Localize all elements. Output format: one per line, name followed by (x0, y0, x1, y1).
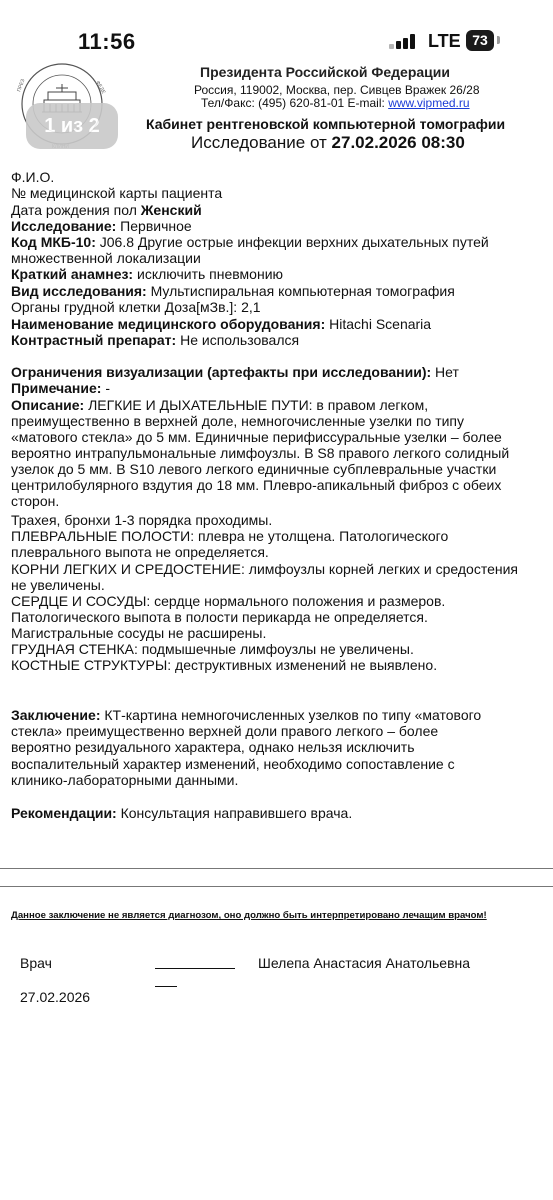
page-break-line (0, 886, 553, 887)
limits-value: Нет (431, 364, 459, 380)
description-line: ГРУДНАЯ СТЕНКА: подмышечные лимфоузлы не увеличены. (11, 641, 414, 657)
conclusion-label: Заключение: (11, 707, 101, 723)
conclusion-first-line (11, 707, 481, 723)
mkb-label: Код МКБ-10: (11, 234, 96, 250)
header-contacts (201, 96, 470, 110)
header-phone: Тел/Факс: (495) 620-81-01 E-mail: (201, 96, 389, 110)
anamnesis-value: исключить пневмонию (133, 266, 284, 282)
organs-dose: Органы грудной клетки Доза[мЗв.]: 2,1 (11, 299, 261, 315)
description-line: не увеличены. (11, 577, 105, 593)
header-address: Россия, 119002, Москва, пер. Сивцев Вражек 26/28 (194, 83, 480, 97)
svg-text:ПРЕЗ: ПРЕЗ (16, 78, 27, 93)
conclusion-line: воспалительный характер изменений, необходимо сопоставление с (11, 756, 455, 772)
recommendation-label: Рекомендации: (11, 805, 117, 821)
recommendation-row (11, 805, 352, 821)
note-label: Примечание: (11, 380, 102, 396)
exam-date: 27.02.2026 08:30 (331, 133, 465, 152)
recommendation-value: Консультация направившего врача. (116, 805, 353, 821)
note-row (11, 380, 110, 396)
signature-date: 27.02.2026 (20, 989, 91, 1005)
description-line: преимущественно в верхней доле, немногочисленные узелки по типу (11, 413, 465, 429)
study-row (11, 218, 192, 234)
patient-sex: Женский (140, 202, 202, 218)
patient-birth-sex (11, 202, 202, 218)
mkb-value: J06.8 Другие острые инфекции верхних дыхательных путей (95, 234, 489, 250)
description-line: плеврального выпота не определяется. (11, 544, 269, 560)
doctor-label: Врач (20, 955, 52, 971)
exam-title (191, 133, 465, 153)
description-line: Трахея, бронхи 1-3 порядка проходимы. (11, 512, 273, 528)
conclusion-line: вероятно резидуального характера, однако нельзя исключить (11, 739, 415, 755)
mkb-row (11, 234, 489, 250)
limits-row (11, 364, 459, 380)
signature-line-tail (155, 986, 177, 987)
description-label: Описание: (11, 397, 85, 413)
equipment-label: Наименование медицинского оборудования: (11, 316, 326, 332)
note-value: - (101, 380, 111, 396)
description-line: ЛЕГКИЕ И ДЫХАТЕЛЬНЫЕ ПУТИ: в правом легком, (84, 397, 429, 413)
description-line: центрилобулярного вздутия до 18 мм. Плевро-апикальный фиброз с обеих (11, 477, 502, 493)
equipment-value: Hitachi Scenaria (325, 316, 432, 332)
patient-fio: Ф.И.О. (11, 169, 55, 185)
description-first-line (11, 397, 428, 413)
signature-line (155, 968, 235, 969)
doctor-name: Шелепа Анастасия Анатольевна (258, 955, 471, 971)
description-line: сторон. (11, 493, 60, 509)
limits-label: Ограничения визуализации (артефакты при исследовании): (11, 364, 432, 380)
header-org-line-clip (200, 60, 500, 80)
description-line: «матового стекла» до 5 мм. Единичные перифиссуральные узелки – более (11, 429, 502, 445)
header-org-line: Президента Российской Федерации (200, 64, 450, 80)
study-type-value: Мультиспиральная компьютерная томография (146, 283, 455, 299)
description-line: вероятно интрапульмональные лимфоузлы. В S8 правого легкого солидный (11, 445, 510, 461)
equipment-row (11, 316, 431, 332)
description-line: КОСТНЫЕ СТРУКТУРЫ: деструктивных изменений не выявлено. (11, 657, 438, 673)
network-type: LTE (428, 31, 461, 51)
svg-text:ФЕДЕ: ФЕДЕ (94, 80, 107, 96)
study-label: Исследование: (11, 218, 117, 234)
contrast-label: Контрастный препарат: (11, 332, 177, 348)
anamnesis-label: Краткий анамнез: (11, 266, 134, 282)
battery-icon: 73 (466, 30, 494, 51)
description-line: КОРНИ ЛЕГКИХ И СРЕДОСТЕНИЕ: лимфоузлы корней легких и средостения (11, 561, 519, 577)
conclusion-line: клинико-лабораторными данными. (11, 772, 239, 788)
page-indicator: 1 из 2 (26, 103, 118, 149)
description-line: СЕРДЦЕ И СОСУДЫ: сердце нормального положения и размеров. (11, 593, 446, 609)
description-line: Магистральные сосуды не расширены. (11, 625, 267, 641)
header-cabinet: Кабинет рентгеновской компьютерной томографии (146, 116, 506, 132)
birth-sex-label: Дата рождения пол (11, 202, 141, 218)
study-value: Первичное (116, 218, 192, 234)
description-line: узелок до 5 мм. В S10 левого легкого единичные субплевральные участки (11, 461, 497, 477)
header-email-link[interactable]: www.vipmed.ru (388, 96, 470, 110)
exam-prefix: Исследование от (191, 133, 332, 152)
description-line: Патологического выпота в полости перикарда не определяется. (11, 609, 428, 625)
patient-card-number: № медицинской карты пациента (11, 185, 223, 201)
contrast-row (11, 332, 299, 348)
contrast-value: Не использовался (176, 332, 300, 348)
status-time: 11:56 (78, 29, 136, 54)
description-line: ПЛЕВРАЛЬНЫЕ ПОЛОСТИ: плевра не утолщена. Патологического (11, 528, 449, 544)
disclaimer: Данное заключение не является диагнозом, оно должно быть интерпретировано лечащим врачом! (11, 910, 487, 921)
conclusion-line: стекла» преимущественно верхней доли правого легкого – более (11, 723, 439, 739)
study-type-row (11, 283, 455, 299)
study-type-label: Вид исследования: (11, 283, 147, 299)
mkb-value-cont: множественной локализации (11, 250, 201, 266)
conclusion-line: КТ-картина немногочисленных узелков по типу «матового (100, 707, 482, 723)
anamnesis-row (11, 266, 283, 282)
page-break-line (0, 868, 553, 869)
